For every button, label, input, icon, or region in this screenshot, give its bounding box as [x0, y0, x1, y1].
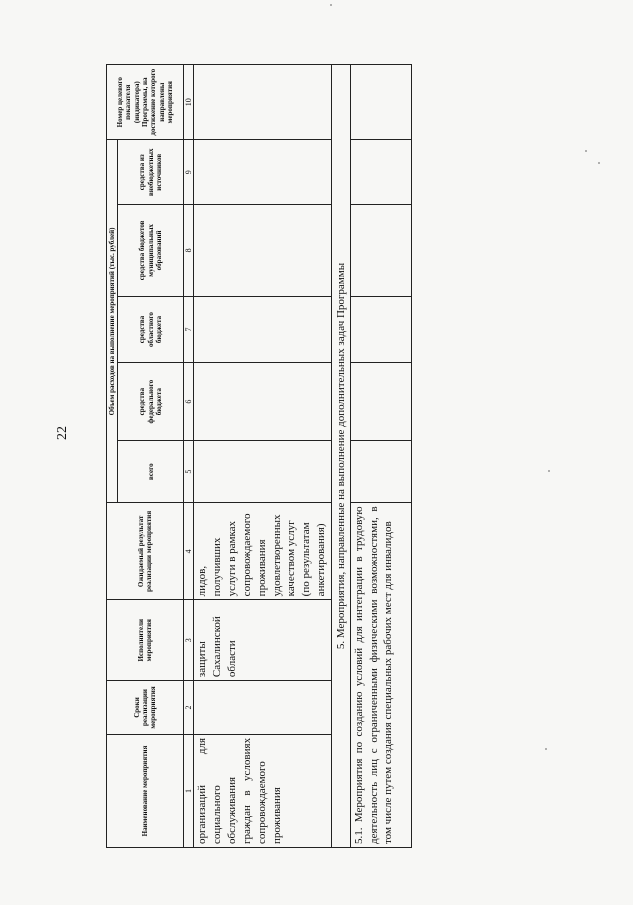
column-number: 3 [184, 600, 194, 681]
header-name: Наименование мероприятия [107, 734, 184, 847]
subsection-row [351, 65, 412, 848]
header-municipal: средства бюджетов муниципальных образований [118, 205, 184, 297]
subsection-cell [351, 363, 412, 441]
cell-expected-result: лидов, получивших услуги в рамках сопровождаемого проживания удовлетворенных качеством услуг (по результатам анкетирования) [194, 503, 332, 600]
subsection-cell [351, 65, 412, 140]
header-indicator: Номер целевого показателя (индикатора) Программы, на достижение которого направлены мероприятия [107, 65, 184, 140]
header-extra: средства из внебюджетных источников [118, 140, 184, 205]
section-row [332, 65, 351, 848]
header-volume-group: Объем расходов на выполнение мероприятий (тыс. рублей) [107, 140, 118, 503]
page-number: 22 [55, 426, 70, 440]
column-number: 5 [184, 440, 194, 502]
rotated-table-container [106, 64, 436, 848]
cell-term [194, 681, 332, 735]
cell-federal [194, 363, 332, 441]
cell-name: организаций для социального обслуживания граждан в условиях сопровождаемого проживания [194, 734, 332, 847]
cell-executors: защиты Сахалинской области [194, 600, 332, 681]
column-number: 9 [184, 140, 194, 205]
header-expected-result: Ожидаемый результат реализации мероприятия [107, 503, 184, 600]
column-number: 4 [184, 503, 194, 600]
header-federal: средства федерального бюджета [118, 363, 184, 441]
header-total: всего [118, 440, 184, 502]
column-number: 1 [184, 734, 194, 847]
column-number: 2 [184, 681, 194, 735]
column-number: 6 [184, 363, 194, 441]
column-number: 8 [184, 205, 194, 297]
table-row [194, 65, 332, 848]
header-term: Сроки реализации мероприятия [107, 681, 184, 735]
subsection-cell [351, 296, 412, 363]
subsection-title: 5.1. Мероприятия по созданию условий для интеграции в трудовую деятельность лиц с ограниченными физическими возможностями, в том числе путем создания специальных рабочих мест для инвалидов [351, 503, 412, 848]
header-executors: Исполнители мероприятия [107, 600, 184, 681]
column-number: 10 [184, 65, 194, 140]
cell-regional [194, 296, 332, 363]
program-measures-table [106, 64, 412, 848]
subsection-cell [351, 205, 412, 297]
subsection-cell [351, 140, 412, 205]
header-regional: средства областного бюджета [118, 296, 184, 363]
cell-total [194, 440, 332, 502]
cell-municipal [194, 205, 332, 297]
cell-indicator [194, 65, 332, 140]
section-title: 5. Мероприятия, направленные на выполнение дополнительных задач Программы [332, 65, 351, 848]
column-number-row [184, 65, 194, 848]
subsection-cell [351, 440, 412, 502]
cell-extra [194, 140, 332, 205]
column-number: 7 [184, 296, 194, 363]
